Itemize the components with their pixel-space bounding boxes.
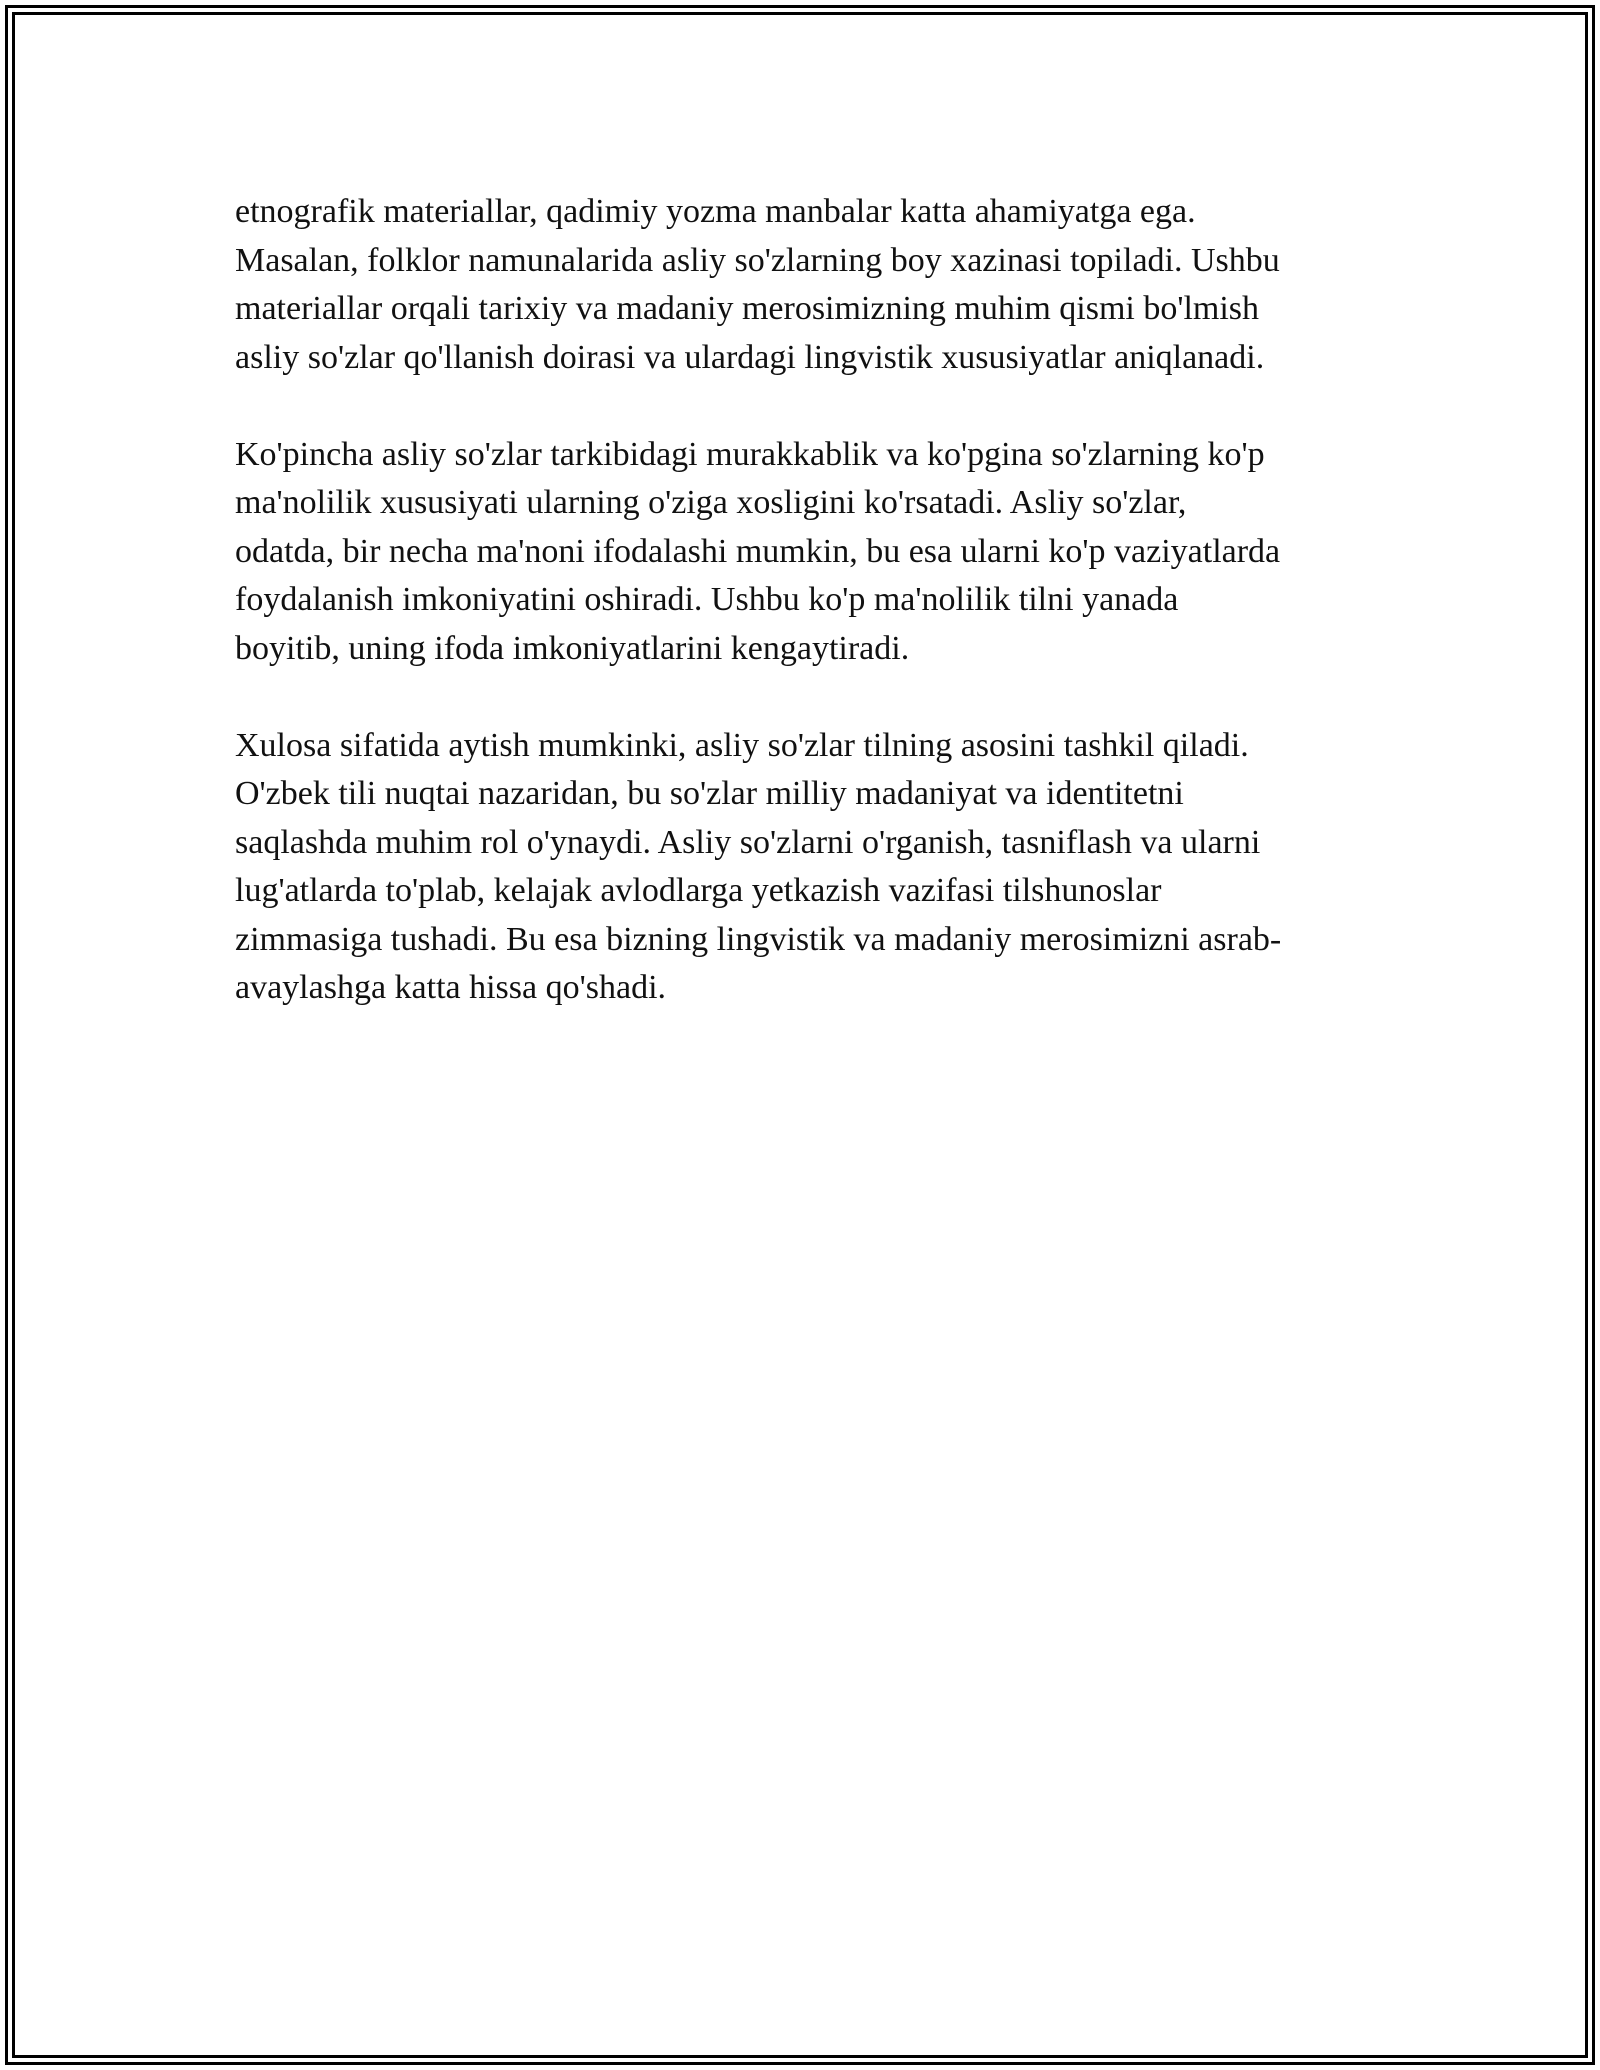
text-line: zimmasiga tushadi. Bu esa bizning lingvistik va madaniy merosimizni asrab- [235,920,1282,958]
text-line: O'zbek tili nuqtai nazaridan, bu so'zlar milliy madaniyat va identitetni [235,775,1184,812]
paragraph-2 [235,431,1385,674]
text-line: Ko'pincha asliy so'zlar tarkibidagi murakkablik va ko'pgina so'zlarning ko'p [235,435,1265,473]
text-line: Xulosa sifatida aytish mumkinki, asliy so'zlar tilning asosini tashkil qiladi. [235,726,1249,764]
text-line: ma'nolilik xususiyati ularning o'ziga xosligini ko'rsatadi. Asliy so'zlar, [235,484,1187,521]
text-line: avaylashga katta hissa qo'shadi. [235,969,667,1006]
text-line: boyitib, uning ifoda imkoniyatlarini kengaytiradi. [235,629,910,667]
text-line: asliy so'zlar qo'llanish doirasi va ulardagi lingvistik xususiyatlar aniqlanadi. [235,338,1265,376]
paragraph-1 [235,188,1385,382]
document-body [235,188,1385,1061]
text-line: materiallar orqali tarixiy va madaniy merosimizning muhim qismi bo'lmish [235,290,1260,327]
text-line: lug'atlarda to'plab, kelajak avlodlarga yetkazish vazifasi tilshunoslar [235,872,1162,909]
text-line: saqlashda muhim rol o'ynaydi. Asliy so'zlarni o'rganish, tasniflash va ularni [235,823,1261,861]
text-line: foydalanish imkoniyatini oshiradi. Ushbu ko'p ma'nolilik tilni yanada [235,581,1179,618]
text-line: Masalan, folklor namunalarida asliy so'zlarning boy xazinasi topiladi. Ushbu [235,241,1280,279]
text-line: odatda, bir necha ma'noni ifodalashi mumkin, bu esa ularni ko'p vaziyatlarda [235,532,1281,570]
paragraph-3 [235,722,1385,1013]
text-line: etnografik materiallar, qadimiy yozma manbalar katta ahamiyatga ega. [235,193,1196,230]
